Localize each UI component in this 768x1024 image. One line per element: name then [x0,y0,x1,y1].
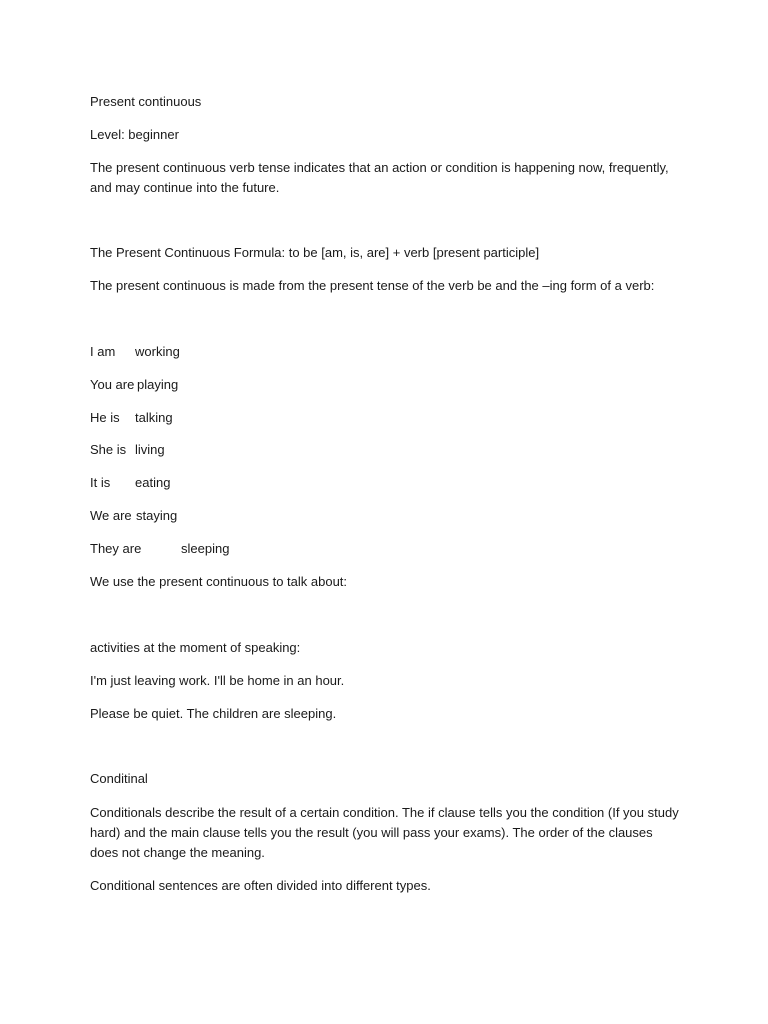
conjugation-row [90,539,230,559]
conjugation-subject: They are [90,541,142,556]
conditionals-paragraph: Conditionals describe the result of a certain condition. The if clause tells you the condition (If you study hard) and the main clause tells you the result (you will pass your exams). The order of the clauses does not change the meaning. [90,805,679,860]
conjugation-subject: It is [90,475,111,490]
example-sentence: I'm just leaving work. I'll be home in an hour. [90,673,345,688]
conjugation-row [90,375,179,395]
level-label: Level: beginner [90,127,179,142]
conjugation-subject: I am [90,344,116,359]
formula-line: The Present Continuous Formula: to be [am, is, are] + verb [present participle] [90,245,540,260]
conjugation-verb: playing [137,377,179,392]
conjugation-verb: working [135,344,180,359]
example-sentence: Please be quiet. The children are sleeping. [90,706,337,721]
conjugation-subject: You are [90,377,135,392]
intro-paragraph: The present continuous verb tense indicates that an action or condition is happening now, frequently, and may continue into the future. [90,160,669,195]
section-heading: Conditinal [90,771,148,786]
conjugation-verb: talking [135,410,173,425]
conjugation-row [90,408,173,428]
conjugation-row [90,506,178,526]
conjugation-verb: living [135,442,165,457]
conjugation-row [90,440,165,460]
conjugation-subject: We are [90,508,132,523]
conjugation-verb: sleeping [181,541,230,556]
conjugation-row [90,342,180,362]
document-title: Present continuous [90,94,202,109]
conjugation-verb: staying [136,508,178,523]
uses-intro: We use the present continuous to talk about: [90,574,348,589]
use-heading: activities at the moment of speaking: [90,640,301,655]
conditionals-types-line: Conditional sentences are often divided into different types. [90,878,431,893]
conjugation-subject: She is [90,442,127,457]
formation-line: The present continuous is made from the present tense of the verb be and the –ing form of a verb: [90,278,655,293]
conjugation-subject: He is [90,410,120,425]
conjugation-row [90,473,171,493]
conjugation-verb: eating [135,475,171,490]
